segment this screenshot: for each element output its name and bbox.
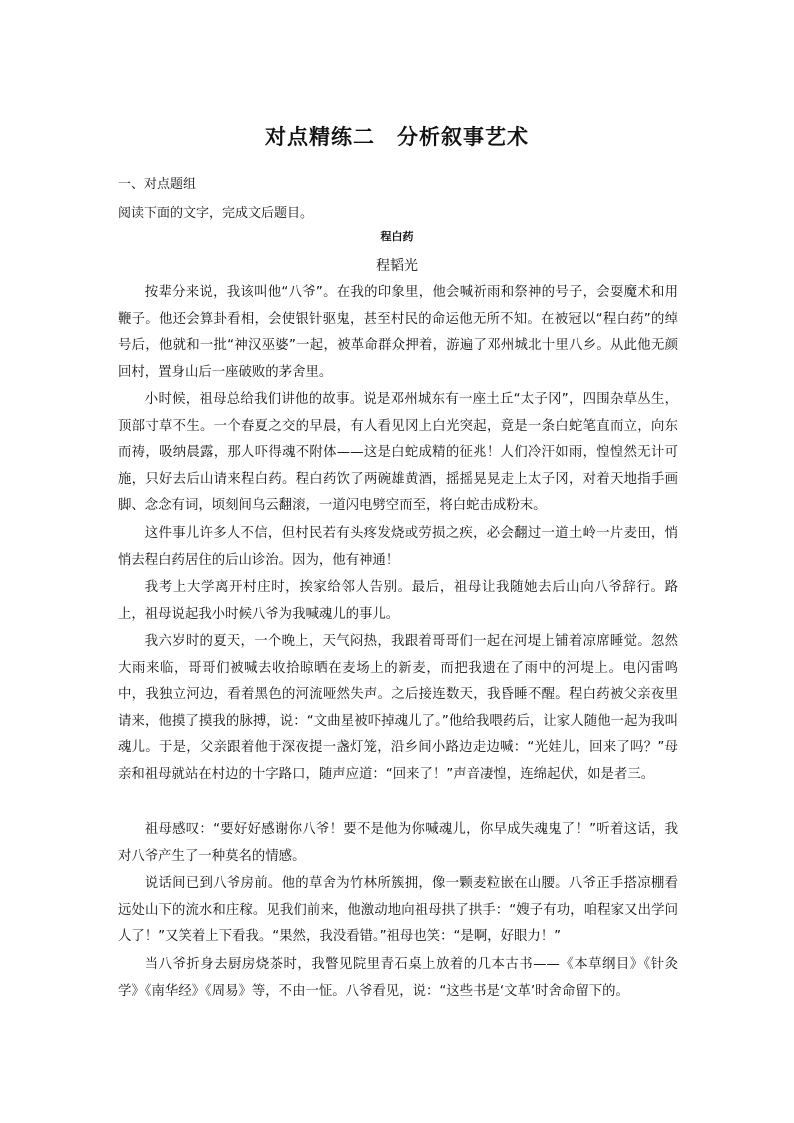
section-label: 一、对点题组 xyxy=(118,177,197,192)
paragraph-6: 祖母感叹：“要好好感谢你八爷！要不是他为你喊魂儿，你早成失魂鬼了！”听着这话，我对八爷产生了一种莫名的情感。 xyxy=(118,822,678,864)
paragraph-4: 我考上大学离开村庄时，挨家给邻人告别。最后，祖母让我随她去后山向八爷辞行。路上，祖母说起我小时候八爷为我喊魂儿的事儿。 xyxy=(118,580,678,622)
title-left: 对点精练二 xyxy=(265,125,375,149)
instruction-text: 阅读下面的文字，完成文后题目。 xyxy=(118,206,314,221)
paragraph-1: 按辈分来说，我该叫他“八爷”。在我的印象里，他会喊祈雨和祭神的号子，会耍魔术和用鞭子。他还会算卦看相，会使银针驱鬼，甚至村民的命运他无所不知。在被冠以“程白药”的绰号后，他就和一批“神汉巫婆”一起，被革命群众押着，游遍了邓州城北十里八乡。从此他无颜回村，置身山后一座破败的茅舍里。 xyxy=(118,285,678,380)
paragraph-2: 小时候，祖母总给我们讲他的故事。说是邓州城东有一座土丘“太子冈”，四围杂草丛生，顶部寸草不生。一个春夏之交的早晨，有人看见冈上白光突起，竟是一条白蛇笔直而立，向东而祷，吸纳晨露，那人吓得魂不附体——这是白蛇成精的征兆！人们冷汗如雨，惶惶然无计可施，只好去后山请来程白药。程白药饮了两碗雄黄酒，摇摇晃晃走上太子冈，对着天地指手画脚、念念有词，顷刻间乌云翻滚，一道闪电劈空而至，将白蛇击成粉末。 xyxy=(118,392,678,513)
paragraph-7: 说话间已到八爷房前。他的草舍为竹林所簇拥，像一颗麦粒嵌在山腰。八爷正手搭凉棚看远处山下的流水和庄稼。见我们前来，他激动地向祖母拱了拱手：“嫂子有功，咱程家又出学问人了！”又笑着上下看我。“果然，我没看错。”祖母也笑：“是啊，好眼力！” xyxy=(118,876,678,944)
page-title xyxy=(0,121,794,151)
paragraph-5: 我六岁时的夏天，一个晚上，天气闷热，我跟着哥哥们一起在河堤上铺着凉席睡觉。忽然大雨来临，哥哥们被喊去收拾晾晒在麦场上的新麦，而把我遗在了雨中的河堤上。电闪雷鸣中，我独立河边，看着黑色的河流哑然失声。之后接连数天，我昏睡不醒。程白药被父亲夜里请来，他摸了摸我的脉搏，说：“文曲星被吓掉魂儿了。”他给我喂药后，让家人随他一起为我叫魂儿。于是，父亲跟着他于深夜提一盏灯笼，沿乡间小路边走边喊：“光娃儿，回来了吗？”母亲和祖母就站在村边的十字路口，随声应道：“回来了！”声音凄惶，连绵起伏，如是者三。 xyxy=(118,634,678,782)
story-title: 程白药 xyxy=(380,230,414,243)
paragraph-8: 当八爷折身去厨房烧茶时，我瞥见院里青石桌上放着的几本古书——《本草纲目》《针灸学》《南华经》《周易》等，不由一怔。八爷看见，说：“这些书是‘文革’时舍命留下的。 xyxy=(118,957,678,999)
story-author: 程韬光 xyxy=(376,258,418,274)
title-right: 分析叙事艺术 xyxy=(397,125,529,149)
paragraph-3: 这件事儿许多人不信，但村民若有头疼发烧或劳损之疾，必会翻过一道土岭一片麦田，悄悄去程白药居住的后山诊治。因为，他有神通！ xyxy=(118,526,678,568)
